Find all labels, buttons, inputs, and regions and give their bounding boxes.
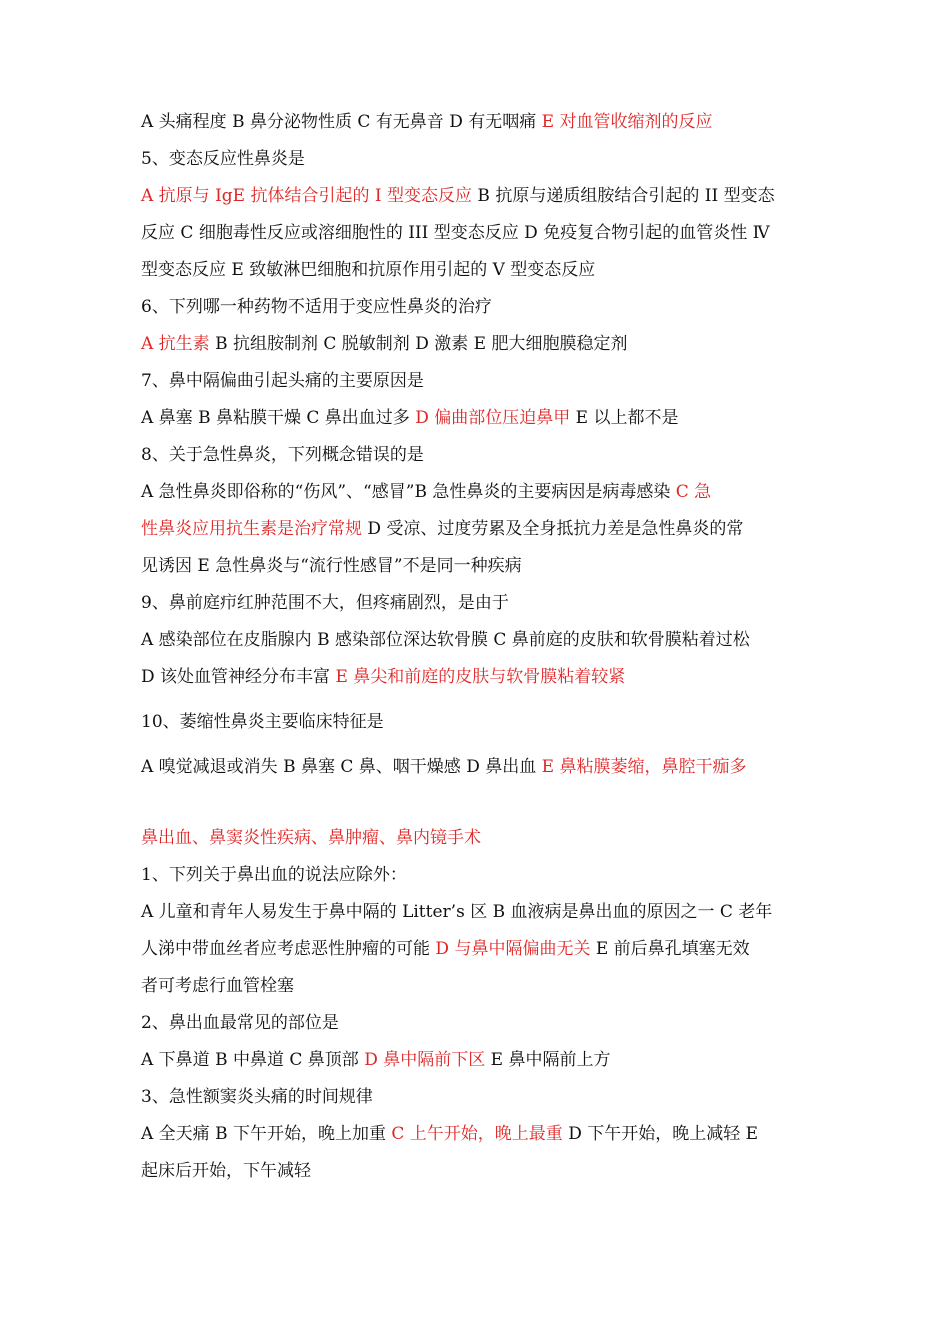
text-line: 者可考虑行血管栓塞 — [141, 976, 294, 996]
text-line: A 儿童和青年人易发生于鼻中隔的 Litter’s 区 B 血液病是鼻出血的原因之一 C 老年 — [141, 902, 773, 922]
text-line: 人涕中带血丝者应考虑恶性肿瘤的可能 D 与鼻中隔偏曲无关 E 前后鼻孔填塞无效 — [141, 939, 750, 959]
text-line: A 全天痛 B 下午开始，晚上加重 C 上午开始，晚上最重 D 下午开始，晚上减轻 E — [141, 1124, 759, 1144]
text-line: A 抗生素 B 抗组胺制剂 C 脱敏制剂 D 激素 E 肥大细胞膜稳定剂 — [141, 334, 628, 354]
text-line: A 抗原与 IgE 抗体结合引起的 I 型变态反应 B 抗原与递质组胺结合引起的 II 型变态 — [141, 186, 775, 206]
text-line: 性鼻炎应用抗生素是治疗常规 D 受凉、过度劳累及全身抵抗力差是急性鼻炎的常 — [141, 519, 744, 539]
document-page — [141, 104, 825, 1190]
section-heading: 鼻出血、鼻窦炎性疾病、鼻肿瘤、鼻内镜手术 — [141, 828, 481, 848]
question-heading: 3、急性额窦炎头痛的时间规律 — [141, 1087, 373, 1107]
text-line: A 嗅觉减退或消失 B 鼻塞 C 鼻、咽干燥感 D 鼻出血 E 鼻粘膜萎缩，鼻腔干痂多 — [141, 757, 747, 777]
question-heading: 9、鼻前庭疖红肿范围不大，但疼痛剧烈，是由于 — [141, 593, 509, 613]
question-heading: 6、下列哪一种药物不适用于变应性鼻炎的治疗 — [141, 297, 492, 317]
text-line: 反应 C 细胞毒性反应或溶细胞性的 III 型变态反应 D 免疫复合物引起的血管炎性 Ⅳ — [141, 223, 770, 243]
question-heading: 7、鼻中隔偏曲引起头痛的主要原因是 — [141, 371, 424, 391]
text-line: A 下鼻道 B 中鼻道 C 鼻顶部 D 鼻中隔前下区 E 鼻中隔前上方 — [141, 1050, 611, 1070]
text-line: A 头痛程度 B 鼻分泌物性质 C 有无鼻音 D 有无咽痛 E 对血管收缩剂的反应 — [141, 112, 713, 132]
text-line: A 感染部位在皮脂腺内 B 感染部位深达软骨膜 C 鼻前庭的皮肤和软骨膜粘着过松 — [141, 630, 750, 650]
question-heading: 5、变态反应性鼻炎是 — [141, 149, 305, 169]
text-line: D 该处血管神经分布丰富 E 鼻尖和前庭的皮肤与软骨膜粘着较紧 — [141, 667, 626, 687]
text-line: 起床后开始，下午减轻 — [141, 1161, 311, 1181]
text-line: A 鼻塞 B 鼻粘膜干燥 C 鼻出血过多 D 偏曲部位压迫鼻甲 E 以上都不是 — [141, 408, 679, 428]
question-heading: 8、关于急性鼻炎，下列概念错误的是 — [141, 445, 424, 465]
question-heading: 1、下列关于鼻出血的说法应除外： — [141, 865, 407, 885]
text-line: 型变态反应 E 致敏淋巴细胞和抗原作用引起的 V 型变态反应 — [141, 260, 596, 280]
text-line: A 急性鼻炎即俗称的“伤风”、“感冒”B 急性鼻炎的主要病因是病毒感染 C 急 — [141, 482, 712, 502]
question-heading: 2、鼻出血最常见的部位是 — [141, 1013, 339, 1033]
question-heading: 10、萎缩性鼻炎主要临床特征是 — [141, 712, 384, 732]
text-line: 见诱因 E 急性鼻炎与“流行性感冒”不是同一种疾病 — [141, 556, 522, 576]
